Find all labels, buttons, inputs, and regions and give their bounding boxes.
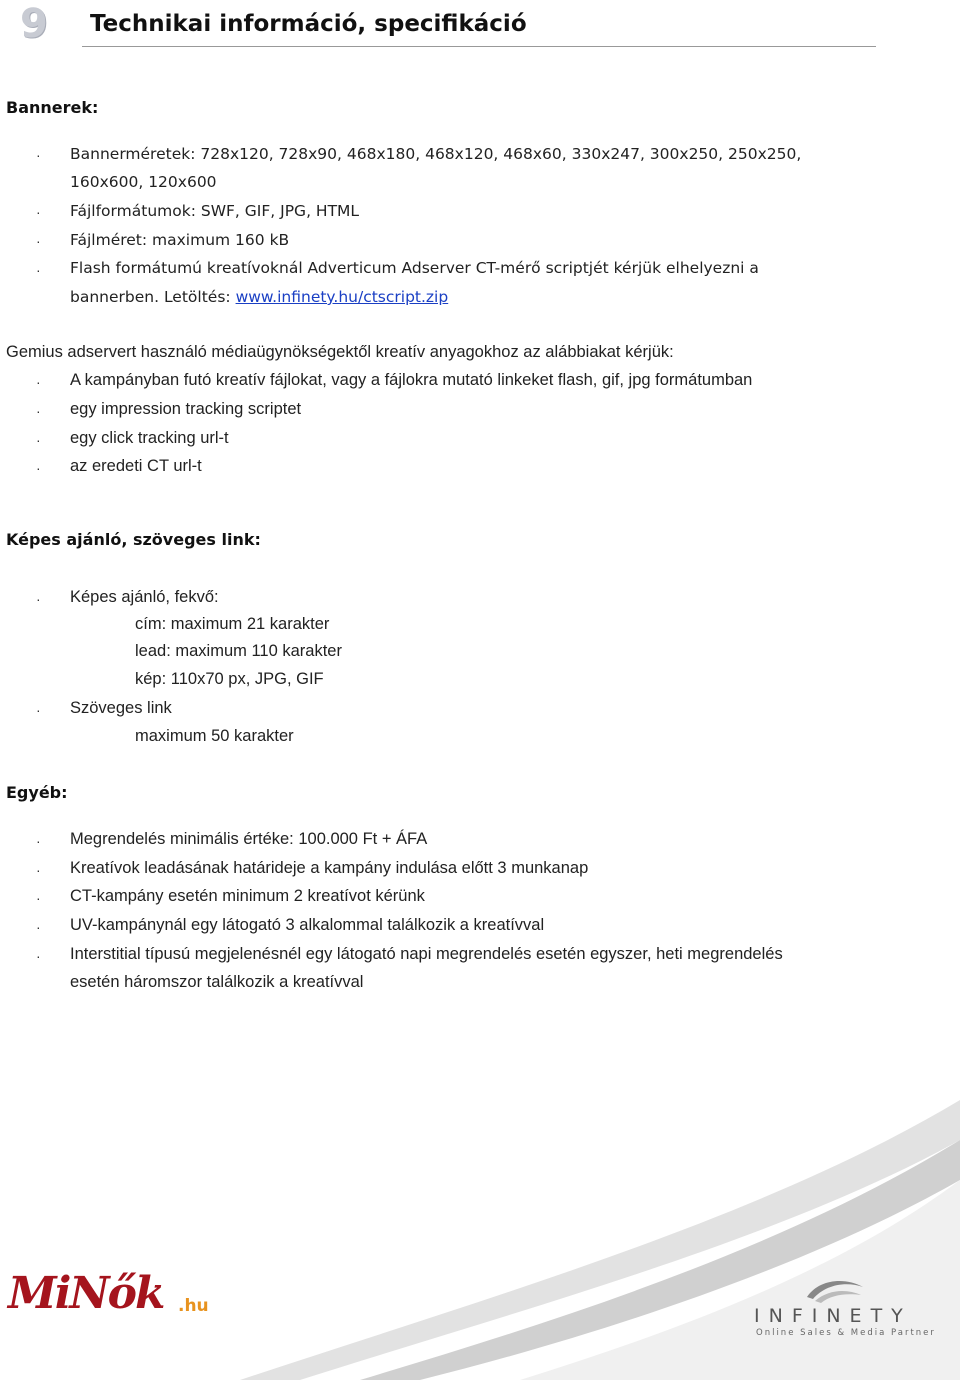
list-item: Fájlméret: maximum 160 kB xyxy=(70,231,290,249)
bullet-icon: · xyxy=(36,147,41,163)
bullet-icon: · xyxy=(36,432,41,448)
bullet-icon: · xyxy=(36,833,41,849)
section-heading-egyeb: Egyéb: xyxy=(6,783,68,802)
infinety-swirl-icon xyxy=(805,1275,865,1305)
gemius-intro: Gemius adservert használó médiaügynökségektől kreatív anyagokhoz az alábbiakat kérjük: xyxy=(6,343,674,361)
bullet-icon: · xyxy=(36,262,41,278)
section-heading-kepes-ajanlo: Képes ajánló, szöveges link: xyxy=(6,530,261,549)
list-item-continuation: 160x600, 120x600 xyxy=(70,173,217,191)
sub-item: lead: maximum 110 karakter xyxy=(135,642,342,660)
list-item: Képes ajánló, fekvő: xyxy=(70,588,219,606)
list-item: Flash formátumú kreatívoknál Adverticum Adserver CT-mérő scriptjét kérjük elhelyezni a xyxy=(70,259,759,277)
minok-logo-suffix: .hu xyxy=(178,1296,209,1316)
title-divider xyxy=(82,46,876,47)
list-item: egy click tracking url-t xyxy=(70,429,229,447)
page-title: Technikai információ, specifikáció xyxy=(90,11,527,37)
section-heading-bannerek: Bannerek: xyxy=(6,98,99,117)
bullet-icon: · xyxy=(36,403,41,419)
footer-swoosh xyxy=(0,1100,960,1380)
ctscript-download-link[interactable]: www.infinety.hu/ctscript.zip xyxy=(235,288,449,306)
bullet-icon: · xyxy=(36,233,41,249)
list-item: Fájlformátumok: SWF, GIF, JPG, HTML xyxy=(70,202,360,220)
bullet-icon: · xyxy=(36,702,41,718)
list-item: Kreatívok leadásának határideje a kampány indulása előtt 3 munkanap xyxy=(70,859,589,877)
list-item: Szöveges link xyxy=(70,699,172,717)
bullet-icon: · xyxy=(36,204,41,220)
sub-item: cím: maximum 21 karakter xyxy=(135,615,330,633)
list-item: UV-kampánynál egy látogató 3 alkalommal találkozik a kreatívval xyxy=(70,916,545,934)
bullet-icon: · xyxy=(36,919,41,935)
bullet-icon: · xyxy=(36,948,41,964)
bullet-icon: · xyxy=(36,862,41,878)
list-item: CT-kampány esetén minimum 2 kreatívot kérünk xyxy=(70,887,425,905)
page-number: 9 xyxy=(20,1,48,47)
list-item: egy impression tracking scriptet xyxy=(70,400,302,418)
list-item: Megrendelés minimális értéke: 100.000 Ft + ÁFA xyxy=(70,830,428,848)
bullet-icon: · xyxy=(36,591,41,607)
bullet-icon: · xyxy=(36,460,41,476)
list-item-continuation xyxy=(70,288,448,306)
list-item: Bannerméretek: 728x120, 728x90, 468x180, 468x120, 468x60, 330x247, 300x250, 250x250, xyxy=(70,145,802,163)
list-item: A kampányban futó kreatív fájlokat, vagy a fájlokra mutató linkeket flash, gif, jpg formátumban xyxy=(70,371,753,389)
sub-item: maximum 50 karakter xyxy=(135,727,294,745)
bullet-icon: · xyxy=(36,890,41,906)
infinety-logo: INFINETY xyxy=(754,1305,912,1327)
infinety-tagline: Online Sales & Media Partner xyxy=(756,1328,936,1338)
list-item: Interstitial típusú megjelenésnél egy látogató napi megrendelés esetén egyszer, heti megrendelés xyxy=(70,945,783,963)
minok-logo: MiNők xyxy=(8,1268,164,1319)
list-item: az eredeti CT url-t xyxy=(70,457,202,475)
list-item-continuation: esetén háromszor találkozik a kreatívval xyxy=(70,973,364,991)
download-label: bannerben. Letöltés: xyxy=(70,288,236,306)
sub-item: kép: 110x70 px, JPG, GIF xyxy=(135,670,324,688)
bullet-icon: · xyxy=(36,374,41,390)
